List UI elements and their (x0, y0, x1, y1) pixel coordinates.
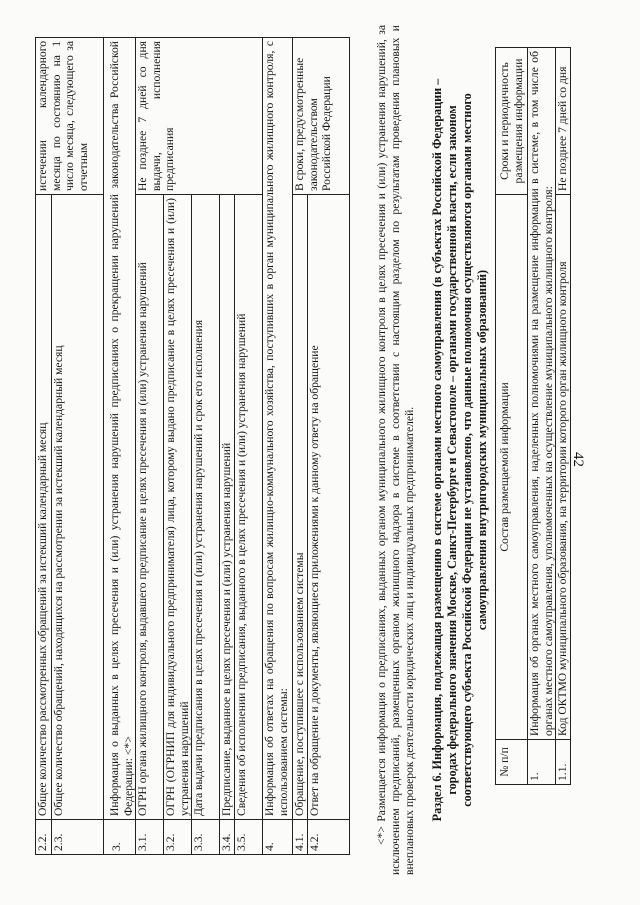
table-row (263, 38, 293, 855)
section-heading-line: Раздел 6. Информация, подлежащая размещению в системе органами местного самоуправления (в субъектах Российской Федерации – (430, 78, 444, 822)
row-number: 3.4. (220, 820, 235, 855)
section-heading-line: самоуправления внутригородских муниципальных образований) (475, 269, 489, 631)
header-period: Сроки и периодичность размещения информации (496, 48, 528, 195)
row-deadline: истечении календарного месяца по состоянию на 1 число месяца, следующего за отчетным (36, 38, 104, 195)
table-row (293, 38, 308, 855)
section-heading-line: соответствующего субъекта Российской Федерации не установлено, что данные полномочия осуществляются органами местного (460, 93, 474, 807)
row-number: 1.1. (556, 740, 571, 785)
row-number: 3.5. (235, 820, 263, 855)
row-description: Дата выдачи предписания в целях пресечения и (или) устранения нарушений и срок его исполнения (192, 195, 220, 820)
table-row (136, 38, 164, 855)
header-number: № п/п (496, 740, 528, 785)
row-description: ОГРН (ОГРНИП для индивидуального предпринимателя) лица, которому выдано предписание в целях пресечения и (или) устранения нарушений (164, 195, 192, 820)
footnote-text: <*> Размещается информация о предписаниях, выданных органом муниципального жилищного контроля в целях пресечения и (или) устранения нарушений, за исключением предписаний, размещенных органом жилищного надзора в системе в соответствии с настоящим разделом по результатам проведения плановых и внеплановых проверок деятельности юридических лиц и индивидуальных предпринимателей. (375, 25, 416, 875)
row-description: Общее количество рассмотренных обращений за истекший календарный месяц (36, 195, 52, 820)
page-number: 42 (570, 452, 586, 467)
info-table-top (35, 37, 350, 855)
row-number: 1. (528, 740, 556, 785)
row-number: 3. (104, 820, 136, 855)
row-number: 3.3. (192, 820, 220, 855)
row-description: Ответ на обращение и документы, являющиеся приложениями к данному ответу на обращение (308, 195, 350, 820)
row-period: Не позднее 7 дней со дня (556, 48, 571, 195)
section-6-heading (430, 25, 490, 875)
row-number: 4.1. (293, 820, 308, 855)
table-row (556, 48, 571, 785)
row-number: 4. (263, 820, 293, 855)
table-row (36, 38, 52, 855)
row-description: Информация о выданных в целях пресечения и (или) устранения нарушений предписаниях о прекращении нарушений законодательства Российской Федерации: <*> (104, 38, 136, 820)
row-number: 2.3. (52, 820, 104, 855)
footnote (375, 25, 417, 875)
row-description: Предписание, выданное в целях пресечения и (или) устранения нарушений (220, 195, 235, 820)
row-number: 2.2. (36, 820, 52, 855)
row-content: Код ОКТМО муниципального образования, на территории которого орган жилищного контроля (556, 195, 571, 740)
header-content: Состав размещаемой информации (496, 195, 528, 740)
table-row (528, 48, 556, 785)
row-description: Информация об ответах на обращения по вопросам жилищно-коммунального хозяйства, поступивших в орган муниципального жилищного контроля, с использованием системы: (263, 38, 293, 820)
row-deadline: В сроки, предусмотренные законодательством Российской Федерации (293, 38, 350, 195)
table-row (104, 38, 136, 855)
row-description: ОГРН органа жилищного контроля, выдавшего предписание в целях пресечения и (или) устранения нарушений (136, 195, 164, 820)
row-description: Общее количество обращений, находящихся на рассмотрении за истекший календарный месяц (52, 195, 104, 820)
row-description: Сведения об исполнении предписания, выданного в целях пресечения и (или) устранения нарушений (235, 195, 263, 820)
row-description: Обращение, поступившее с использованием системы (293, 195, 308, 820)
table-header-row (496, 48, 528, 785)
row-number: 4.2. (308, 820, 350, 855)
info-table-bottom (495, 47, 571, 785)
row-number: 3.1. (136, 820, 164, 855)
row-number: 3.2. (164, 820, 192, 855)
row-deadline: Не позднее 7 дней со дня выдачи, исполнения предписания (136, 38, 263, 195)
row-content: Информация об органах местного самоуправления, наделенных полномочиями на размещение информации в системе, в том числе об органах местного самоуправления, уполномоченных на осуществление муниципального жилищного контроля: (528, 48, 556, 740)
section-heading-line: городах федерального значения Москве, Санкт-Петербурге и Севастополе – органами государственной власти, если законом (445, 105, 459, 795)
